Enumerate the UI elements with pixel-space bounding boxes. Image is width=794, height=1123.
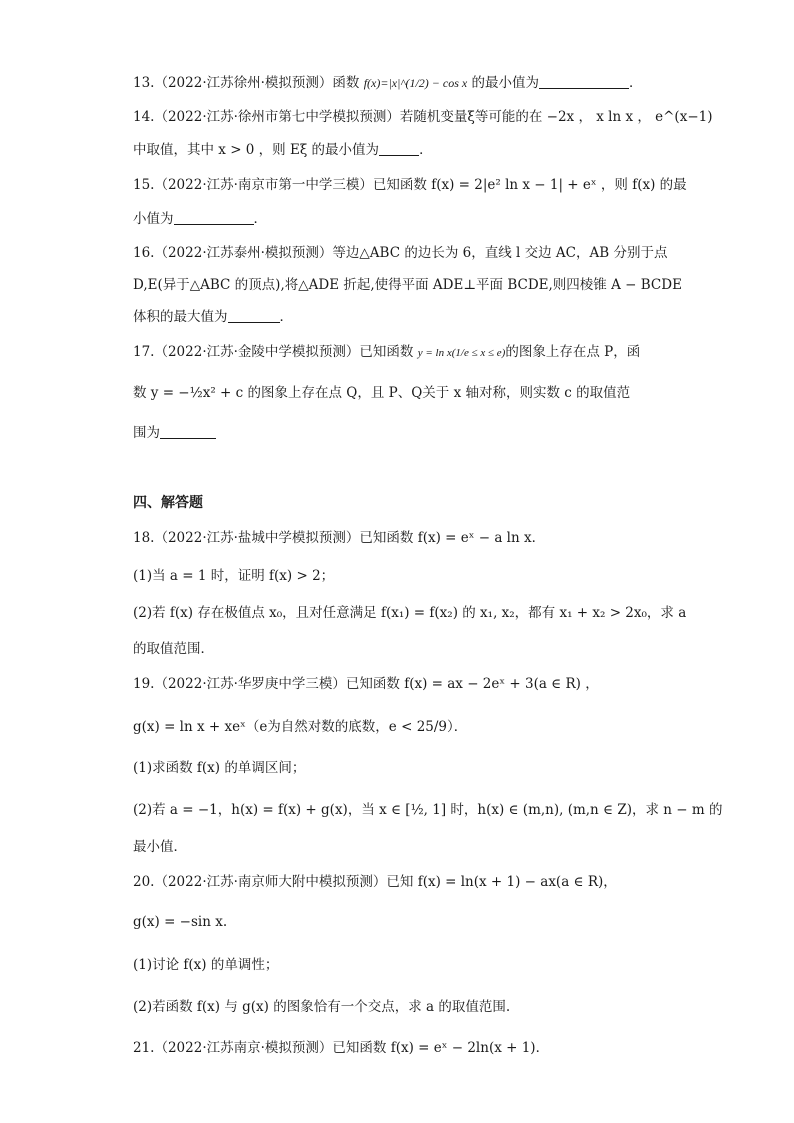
q15-text: 小值为 — [133, 211, 174, 227]
q17-label: 17.（2022·江苏·金陵中学模拟预测）已知函数 — [133, 344, 414, 360]
question-17-line-1 — [133, 342, 640, 363]
answer-blank — [539, 74, 629, 89]
question-18-line-4: 的取值范围． — [133, 641, 214, 657]
question-17-line-2: 数 y = −½x² + c 的图象上存在点 Q，且 P、Q关于 x 轴对称，则实数 c 的取值范 — [133, 385, 631, 401]
question-16-line-1: 16.（2022·江苏泰州·模拟预测）等边△ABC 的边长为 6，直线 l 交边 AC，AB 分别于点 — [133, 245, 668, 261]
question-15-line-1: 15.（2022·江苏·南京市第一中学三模）已知函数 f(x) = 2|e² ln x − 1| + eˣ ，则 f(x) 的最 — [133, 177, 687, 193]
q17-text: 的图象上存在点 P，函 — [505, 344, 641, 360]
answer-blank — [174, 210, 254, 225]
q13-suffix: 的最小值为 — [471, 75, 539, 91]
question-18-line-1: 18.（2022·江苏·盐城中学模拟预测）已知函数 f(x) = eˣ − a ln x． — [133, 530, 546, 546]
q13-label: 13.（2022·江苏徐州·模拟预测）函数 — [133, 75, 360, 91]
question-20-line-1: 20.（2022·江苏·南京师大附中模拟预测）已知 f(x) = ln(x + 1) − ax(a ∈ R)， — [133, 874, 617, 890]
question-19-line-1: 19.（2022·江苏·华罗庚中学三模）已知函数 f(x) = ax − 2eˣ + 3(a ∈ R) ， — [133, 676, 599, 692]
q14-end: ． — [419, 142, 433, 158]
q17-domain: (1/e ≤ x ≤ e) — [451, 347, 506, 359]
question-20-line-3: (1)讨论 f(x) 的单调性； — [133, 957, 279, 973]
question-19-line-3: (1)求函数 f(x) 的单调区间； — [133, 760, 306, 776]
question-14-line-2 — [133, 140, 433, 160]
q13-end: ． — [629, 75, 643, 91]
answer-blank — [228, 308, 280, 323]
q16-text: 体积的最大值为 — [133, 309, 228, 325]
answer-blank — [160, 424, 216, 439]
q13-formula: f(x)=|x|^(1/2) − cos x — [363, 76, 468, 90]
answer-blank — [379, 141, 419, 156]
q17-function: y = ln x — [417, 347, 452, 359]
question-18-line-3: (2)若 f(x) 存在极值点 x₀，且对任意满足 f(x₁) = f(x₂) 的 x₁, x₂，都有 x₁ + x₂ > 2x₀，求 a — [133, 605, 687, 621]
q17-text-end: 围为 — [133, 425, 160, 441]
question-14-line-1: 14.（2022·江苏·徐州市第七中学模拟预测）若随机变量ξ等可能的在 −2x ， x ln x ， e^(x−1) — [133, 109, 713, 125]
q14-text: 中取值，其中 x > 0 ，则 Eξ 的最小值为 — [133, 142, 380, 158]
question-19-line-4: (2)若 a = −1，h(x) = f(x) + g(x)，当 x ∈ [½, 1] 时，h(x) ∈ (m,n), (m,n ∈ Z)，求 n − m 的 — [133, 802, 723, 818]
question-21-line-1: 21.（2022·江苏南京·模拟预测）已知函数 f(x) = eˣ − 2ln(x + 1)． — [133, 1040, 550, 1056]
section-title: 四、解答题 — [133, 495, 203, 511]
q15-end: ． — [253, 211, 267, 227]
q16-end: ． — [279, 309, 293, 325]
question-16-line-3 — [133, 307, 293, 327]
question-19-line-2: g(x) = ln x + xeˣ（e为自然对数的底数，e < 25/9）． — [133, 719, 468, 735]
question-15-line-2 — [133, 209, 267, 229]
question-20-line-2: g(x) = −sin x. — [133, 914, 228, 930]
question-20-line-4: (2)若函数 f(x) 与 g(x) 的图象恰有一个交点，求 a 的取值范围. — [133, 999, 511, 1015]
question-17-line-3 — [133, 423, 216, 443]
question-16-line-2: D,E(异于△ABC 的顶点),将△ADE 折起,使得平面 ADE⊥平面 BCDE,则四棱锥 A − BCDE — [133, 277, 682, 293]
question-19-line-5: 最小值． — [133, 839, 187, 855]
question-18-line-2: (1)当 a = 1 时，证明 f(x) > 2； — [133, 568, 335, 584]
question-13 — [133, 73, 643, 93]
